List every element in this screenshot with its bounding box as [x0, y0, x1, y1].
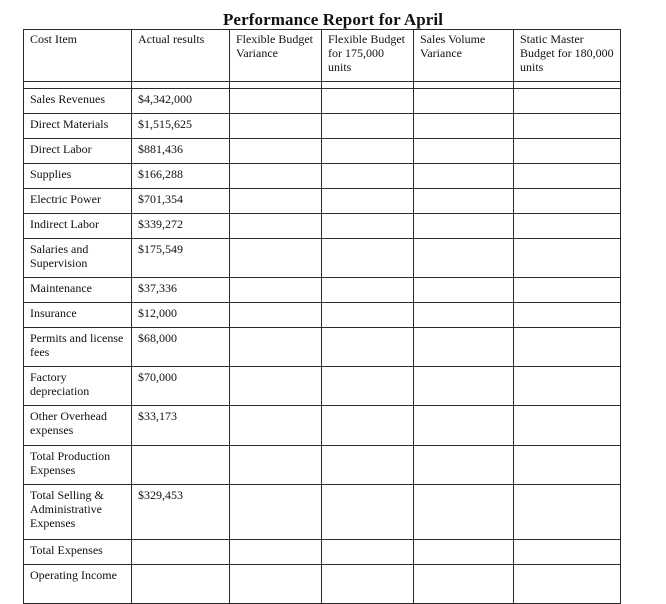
table-row [24, 89, 621, 114]
flexible-budget-variance-cell [230, 89, 322, 114]
actual-results-cell: $4,342,000 [132, 89, 230, 114]
static-master-budget-cell [514, 239, 621, 278]
col-header-sales-volume-variance: Sales Volume Variance [414, 30, 514, 82]
table-row [24, 485, 621, 540]
cost-item-cell: Insurance [24, 303, 132, 328]
flexible-budget-cell [322, 446, 414, 485]
header-spacer-row [24, 82, 621, 89]
table-row [24, 367, 621, 406]
table-row [24, 189, 621, 214]
table-row [24, 239, 621, 278]
flexible-budget-variance-cell [230, 189, 322, 214]
actual-results-cell: $701,354 [132, 189, 230, 214]
flexible-budget-variance-cell [230, 406, 322, 446]
flexible-budget-variance-cell [230, 278, 322, 303]
col-header-flexible-budget-variance: Flexible Budget Variance [230, 30, 322, 82]
flexible-budget-cell [322, 278, 414, 303]
sales-volume-variance-cell [414, 239, 514, 278]
flexible-budget-variance-cell [230, 485, 322, 540]
flexible-budget-cell [322, 565, 414, 604]
cost-item-cell: Factory depreciation [24, 367, 132, 406]
cost-item-cell: Sales Revenues [24, 89, 132, 114]
actual-results-cell: $881,436 [132, 139, 230, 164]
flexible-budget-variance-cell [230, 139, 322, 164]
table-row [24, 214, 621, 239]
sales-volume-variance-cell [414, 565, 514, 604]
static-master-budget-cell [514, 189, 621, 214]
flexible-budget-cell [322, 89, 414, 114]
static-master-budget-cell [514, 446, 621, 485]
cost-item-cell: Permits and license fees [24, 328, 132, 367]
report-body [24, 82, 621, 604]
sales-volume-variance-cell [414, 89, 514, 114]
flexible-budget-variance-cell [230, 446, 322, 485]
table-row [24, 328, 621, 367]
static-master-budget-cell [514, 303, 621, 328]
col-header-static-master-budget: Static Master Budget for 180,000 units [514, 30, 621, 82]
actual-results-cell: $33,173 [132, 406, 230, 446]
sales-volume-variance-cell [414, 446, 514, 485]
flexible-budget-variance-cell [230, 239, 322, 278]
table-row [24, 278, 621, 303]
static-master-budget-cell [514, 214, 621, 239]
flexible-budget-variance-cell [230, 303, 322, 328]
flexible-budget-cell [322, 303, 414, 328]
flexible-budget-cell [322, 406, 414, 446]
static-master-budget-cell [514, 367, 621, 406]
static-master-budget-cell [514, 485, 621, 540]
actual-results-cell: $70,000 [132, 367, 230, 406]
sales-volume-variance-cell [414, 278, 514, 303]
static-master-budget-cell [514, 139, 621, 164]
flexible-budget-cell [322, 485, 414, 540]
cost-item-cell: Total Production Expenses [24, 446, 132, 485]
flexible-budget-cell [322, 540, 414, 565]
sales-volume-variance-cell [414, 406, 514, 446]
table-row [24, 164, 621, 189]
table-row [24, 565, 621, 604]
actual-results-cell: $175,549 [132, 239, 230, 278]
cost-item-cell: Supplies [24, 164, 132, 189]
flexible-budget-cell [322, 239, 414, 278]
actual-results-cell: $329,453 [132, 485, 230, 540]
cost-item-cell: Salaries and Supervision [24, 239, 132, 278]
col-header-cost-item: Cost Item [24, 30, 132, 82]
header-row [24, 30, 621, 82]
flexible-budget-cell [322, 139, 414, 164]
flexible-budget-variance-cell [230, 214, 322, 239]
actual-results-cell: $166,288 [132, 164, 230, 189]
actual-results-cell [132, 540, 230, 565]
actual-results-cell: $339,272 [132, 214, 230, 239]
flexible-budget-cell [322, 189, 414, 214]
static-master-budget-cell [514, 328, 621, 367]
table-row [24, 303, 621, 328]
static-master-budget-cell [514, 89, 621, 114]
actual-results-cell: $1,515,625 [132, 114, 230, 139]
sales-volume-variance-cell [414, 189, 514, 214]
report-title: Performance Report for April [222, 10, 444, 29]
static-master-budget-cell [514, 406, 621, 446]
flexible-budget-cell [322, 367, 414, 406]
actual-results-cell: $37,336 [132, 278, 230, 303]
cost-item-cell: Other Overhead expenses [24, 406, 132, 446]
col-header-flexible-budget: Flexible Budget for 175,000 units [322, 30, 414, 82]
static-master-budget-cell [514, 565, 621, 604]
col-header-actual-results: Actual results [132, 30, 230, 82]
flexible-budget-cell [322, 164, 414, 189]
flexible-budget-variance-cell [230, 540, 322, 565]
sales-volume-variance-cell [414, 485, 514, 540]
actual-results-cell [132, 565, 230, 604]
static-master-budget-cell [514, 114, 621, 139]
sales-volume-variance-cell [414, 214, 514, 239]
table-row [24, 114, 621, 139]
sales-volume-variance-cell [414, 303, 514, 328]
sales-volume-variance-cell [414, 164, 514, 189]
flexible-budget-variance-cell [230, 565, 322, 604]
static-master-budget-cell [514, 278, 621, 303]
table-row [24, 540, 621, 565]
cost-item-cell: Total Selling & Administrative Expenses [24, 485, 132, 540]
actual-results-cell: $68,000 [132, 328, 230, 367]
flexible-budget-variance-cell [230, 367, 322, 406]
cost-item-cell: Indirect Labor [24, 214, 132, 239]
sales-volume-variance-cell [414, 367, 514, 406]
static-master-budget-cell [514, 540, 621, 565]
flexible-budget-variance-cell [230, 114, 322, 139]
sales-volume-variance-cell [414, 139, 514, 164]
static-master-budget-cell [514, 164, 621, 189]
sales-volume-variance-cell [414, 540, 514, 565]
flexible-budget-variance-cell [230, 164, 322, 189]
flexible-budget-cell [322, 328, 414, 367]
table-row [24, 446, 621, 485]
sales-volume-variance-cell [414, 328, 514, 367]
cost-item-cell: Operating Income [24, 565, 132, 604]
actual-results-cell: $12,000 [132, 303, 230, 328]
flexible-budget-cell [322, 114, 414, 139]
flexible-budget-cell [322, 214, 414, 239]
table-row [24, 406, 621, 446]
sales-volume-variance-cell [414, 114, 514, 139]
cost-item-cell: Total Expenses [24, 540, 132, 565]
cost-item-cell: Direct Materials [24, 114, 132, 139]
cost-item-cell: Maintenance [24, 278, 132, 303]
flexible-budget-variance-cell [230, 328, 322, 367]
table-row [24, 139, 621, 164]
cost-item-cell: Electric Power [24, 189, 132, 214]
cost-item-cell: Direct Labor [24, 139, 132, 164]
actual-results-cell [132, 446, 230, 485]
performance-report-table [23, 29, 621, 604]
